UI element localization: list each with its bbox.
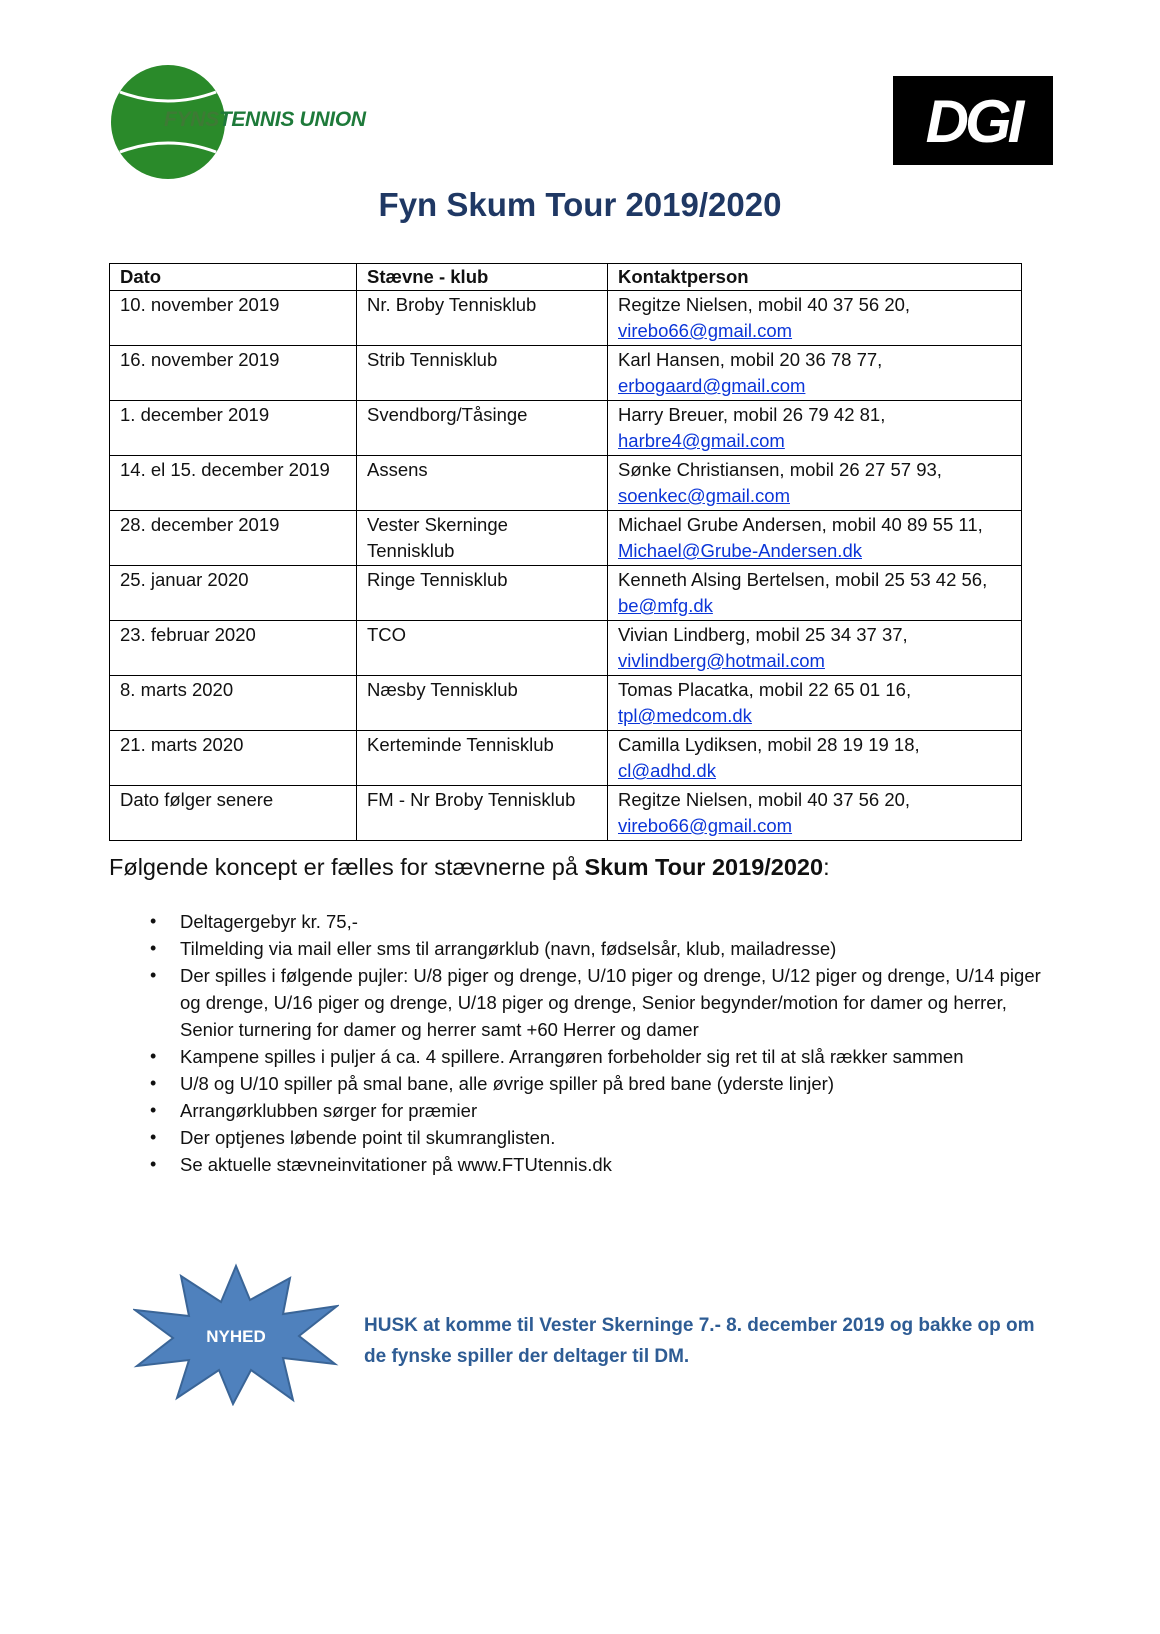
header-club: Stævne - klub <box>357 264 608 291</box>
cell-contact <box>608 621 1022 676</box>
intro-suffix: : <box>823 854 830 880</box>
fyns-tennis-union-logo <box>110 64 380 180</box>
nyhed-text: HUSK at komme til Vester Skerninge 7.- 8. december 2019 og bakke op om de fynske spiller der deltager til DM. <box>364 1315 1035 1367</box>
cell-date: 16. november 2019 <box>110 346 357 401</box>
contact-text: Michael Grube Andersen, mobil 40 89 55 11, <box>618 514 983 535</box>
table-row <box>110 456 1022 511</box>
cell-contact <box>608 676 1022 731</box>
cell-contact <box>608 291 1022 346</box>
nyhed-badge-label: NYHED <box>206 1327 266 1346</box>
cell-date: 1. december 2019 <box>110 401 357 456</box>
ftu-logo-text <box>164 108 366 132</box>
list-item: • Arrangørklubben sørger for præmier <box>150 1097 1050 1124</box>
cell-club: Assens <box>357 456 608 511</box>
contact-text: Regitze Nielsen, mobil 40 37 56 20, <box>618 294 911 315</box>
cell-club: Nr. Broby Tennisklub <box>357 291 608 346</box>
intro-prefix: Følgende koncept er fælles for stævnerne på <box>109 854 585 880</box>
table-row <box>110 621 1022 676</box>
cell-club: FM - Nr Broby Tennisklub <box>357 786 608 841</box>
list-item: • Der spilles i følgende pujler: U/8 piger og drenge, U/10 piger og drenge, U/12 piger og drenge, U/14 piger og drenge, U/16 piger og drenge, U/18 piger og drenge, Senior begynder/motion for damer og herrer, Senior turnering for damer og herrer samt +60 Herrer og damer <box>150 962 1050 1043</box>
contact-text: Harry Breuer, mobil 26 79 42 81, <box>618 404 886 425</box>
contact-text: Tomas Placatka, mobil 22 65 01 16, <box>618 679 912 700</box>
email-link[interactable]: tpl@medcom.dk <box>618 705 752 726</box>
cell-club: Strib Tennisklub <box>357 346 608 401</box>
cell-contact <box>608 346 1022 401</box>
email-link[interactable]: harbre4@gmail.com <box>618 430 785 451</box>
email-link[interactable]: Michael@Grube-Andersen.dk <box>618 540 862 561</box>
email-link[interactable]: virebo66@gmail.com <box>618 320 793 341</box>
cell-club: Næsby Tennisklub <box>357 676 608 731</box>
cell-contact <box>608 786 1022 841</box>
contact-text: Regitze Nielsen, mobil 40 37 56 20, <box>618 789 911 810</box>
contact-text: Sønke Christiansen, mobil 26 27 57 93, <box>618 459 942 480</box>
concept-intro <box>109 854 830 881</box>
cell-date: 14. el 15. december 2019 <box>110 456 357 511</box>
cell-contact <box>608 511 1022 566</box>
list-item: • Deltagergebyr kr. 75,- <box>150 908 1050 935</box>
dgi-logo <box>893 76 1053 165</box>
concept-list <box>150 908 1050 1178</box>
table-row <box>110 731 1022 786</box>
email-link[interactable]: vivlindberg@hotmail.com <box>618 650 825 671</box>
contact-text: Vivian Lindberg, mobil 25 34 37 37, <box>618 624 908 645</box>
ftu-logo-tennis-union: TENNIS UNION <box>218 108 366 131</box>
table-row <box>110 291 1022 346</box>
cell-club: TCO <box>357 621 608 676</box>
list-item: • Tilmelding via mail eller sms til arrangørklub (navn, fødselsår, klub, mailadresse) <box>150 935 1050 962</box>
table-row <box>110 401 1022 456</box>
cell-contact <box>608 731 1022 786</box>
table-row <box>110 346 1022 401</box>
cell-date: 23. februar 2020 <box>110 621 357 676</box>
cell-contact <box>608 401 1022 456</box>
cell-date: 28. december 2019 <box>110 511 357 566</box>
email-link[interactable]: be@mfg.dk <box>618 595 713 616</box>
table-row <box>110 676 1022 731</box>
document-title: Fyn Skum Tour 2019/2020 <box>378 186 782 223</box>
contact-text: Camilla Lydiksen, mobil 28 19 19 18, <box>618 734 920 755</box>
header-contact: Kontaktperson <box>608 264 1022 291</box>
contact-text: Kenneth Alsing Bertelsen, mobil 25 53 42 56, <box>618 569 988 590</box>
list-item: • Se aktuelle stævneinvitationer på www.FTUtennis.dk <box>150 1151 1050 1178</box>
cell-contact <box>608 566 1022 621</box>
intro-bold: Skum Tour 2019/2020 <box>584 854 824 880</box>
list-item: • U/8 og U/10 spiller på smal bane, alle øvrige spiller på bred bane (yderste linjer) <box>150 1070 1050 1097</box>
email-link[interactable]: soenkec@gmail.com <box>618 485 790 506</box>
cell-date: 10. november 2019 <box>110 291 357 346</box>
email-link[interactable]: erbogaard@gmail.com <box>618 375 806 396</box>
cell-contact <box>608 456 1022 511</box>
table-header-row <box>110 264 1022 291</box>
table-row <box>110 786 1022 841</box>
tournament-table <box>109 263 1022 841</box>
cell-club: Vester Skerninge Tennisklub <box>357 511 608 566</box>
cell-date: 25. januar 2020 <box>110 566 357 621</box>
cell-club: Svendborg/Tåsinge <box>357 401 608 456</box>
contact-text: Karl Hansen, mobil 20 36 78 77, <box>618 349 883 370</box>
header-date: Dato <box>110 264 357 291</box>
table-row <box>110 511 1022 566</box>
cell-club: Ringe Tennisklub <box>357 566 608 621</box>
list-item: • Der optjenes løbende point til skumranglisten. <box>150 1124 1050 1151</box>
ftu-logo-fyns: FYNS <box>164 108 219 131</box>
table-row <box>110 566 1022 621</box>
cell-club: Kerteminde Tennisklub <box>357 731 608 786</box>
svg-text:DGI: DGI <box>925 88 1021 155</box>
email-link[interactable]: virebo66@gmail.com <box>618 815 793 836</box>
email-link[interactable]: cl@adhd.dk <box>618 760 716 781</box>
cell-date: 21. marts 2020 <box>110 731 357 786</box>
nyhed-badge <box>133 1258 339 1406</box>
cell-date: Dato følger senere <box>110 786 357 841</box>
list-item: • Kampene spilles i puljer á ca. 4 spillere. Arrangøren forbeholder sig ret til at slå rækker sammen <box>150 1043 1050 1070</box>
cell-date: 8. marts 2020 <box>110 676 357 731</box>
